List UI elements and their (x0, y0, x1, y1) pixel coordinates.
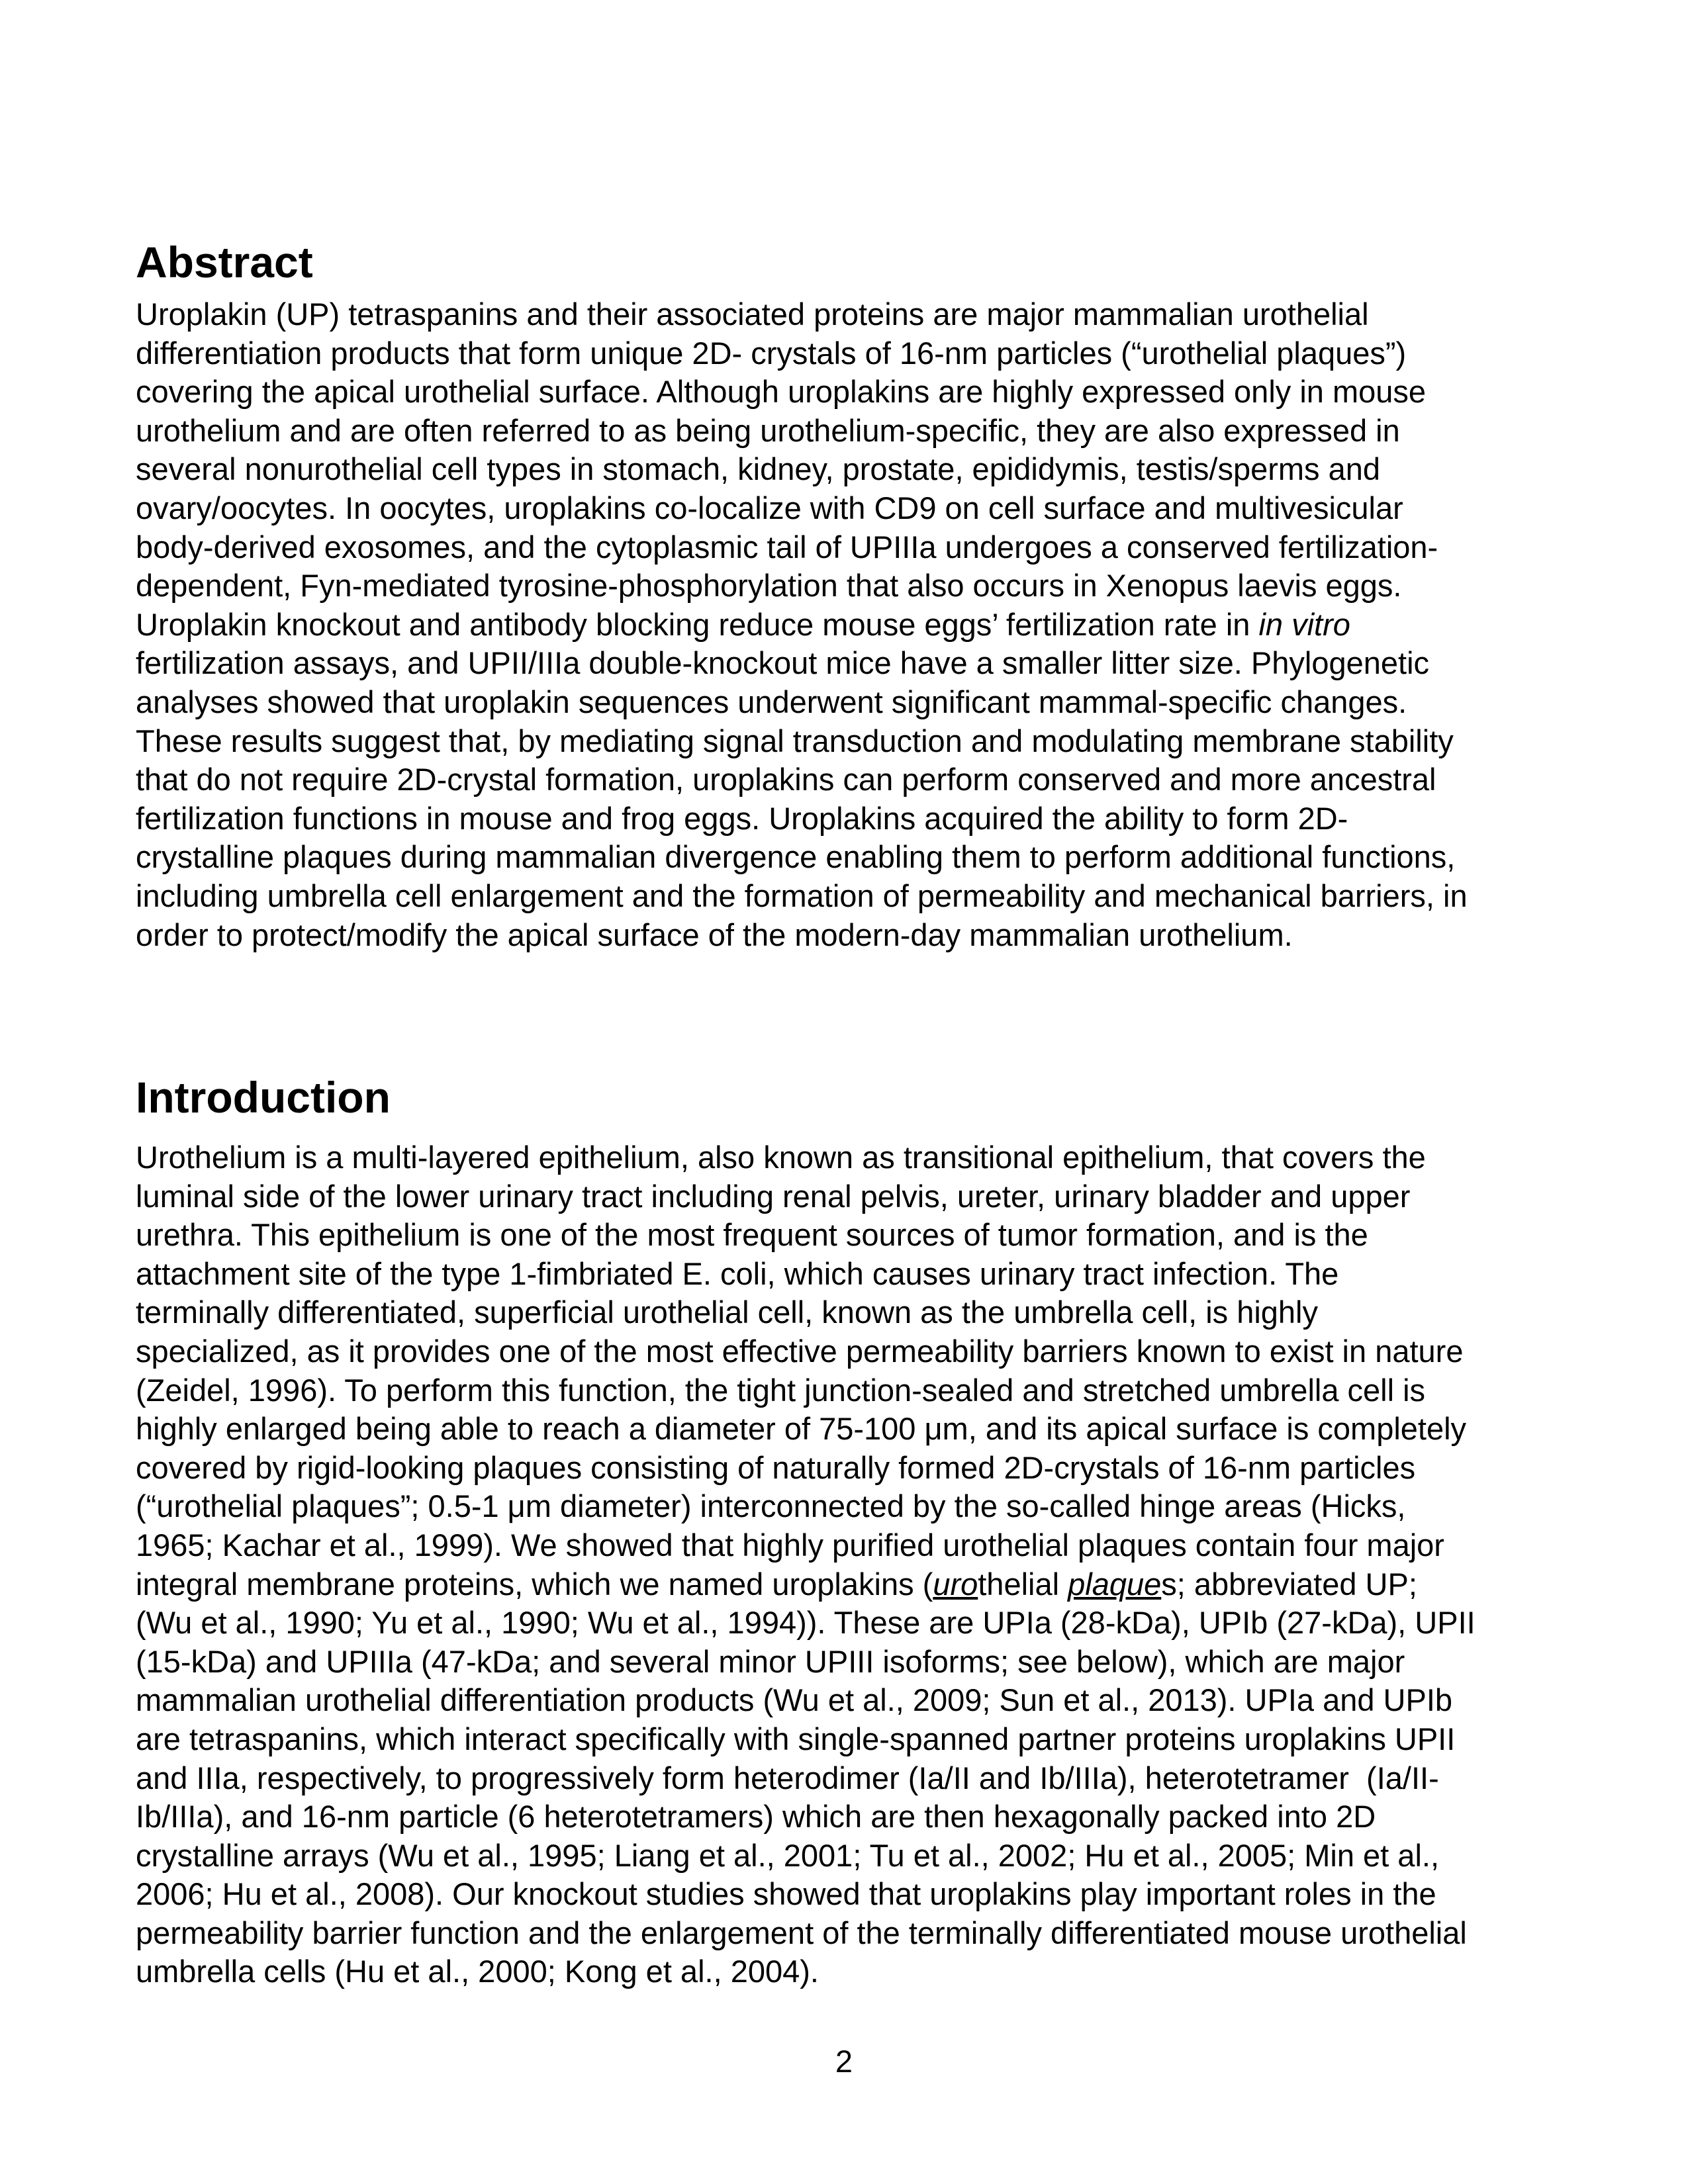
paragraph-line: 1965; Kachar et al., 1999). We showed that highly purified urothelial plaques contain four major (136, 1527, 1444, 1563)
paragraph-line: dependent, Fyn-mediated tyrosine-phosphorylation that also occurs in Xenopus laevis eggs. (136, 568, 1402, 604)
paragraph-line: urothelium and are often referred to as being urothelium-specific, they are also expressed in (136, 412, 1400, 448)
paragraph-line: specialized, as it provides one of the most effective permeability barriers known to exist in nature (136, 1333, 1464, 1369)
paragraph-line: order to protect/modify the apical surface of the modern-day mammalian urothelium. (136, 917, 1293, 952)
paragraph-line: (Wu et al., 1990; Yu et al., 1990; Wu et al., 1994)). These are UPIa (28-kDa), UPIb (27-kDa), UPII (136, 1605, 1476, 1641)
abstract-paragraph (136, 295, 1579, 954)
paragraph-line: 2006; Hu et al., 2008). Our knockout studies showed that uroplakins play important roles in the (136, 1876, 1436, 1912)
paragraph-line: body-derived exosomes, and the cytoplasmic tail of UPIIIa undergoes a conserved fertilization- (136, 529, 1438, 565)
text-segment: s; abbreviated UP; (1161, 1566, 1417, 1602)
emphasized-text: plaque (1068, 1566, 1162, 1602)
paragraph-line: permeability barrier function and the enlargement of the terminally differentiated mouse urothelial (136, 1915, 1467, 1950)
paragraph-line: covering the apical urothelial surface. Although uroplakins are highly expressed only in mouse (136, 374, 1427, 410)
paragraph-line (136, 1565, 1579, 1604)
page-number: 2 (835, 2044, 853, 2079)
paragraph-line: and IIIa, respectively, to progressively form heterodimer (Ia/II and Ib/IIIa), heterotetramer (Ia/II- (136, 1760, 1439, 1796)
paragraph-line: Uroplakin (UP) tetraspanins and their associated proteins are major mammalian urothelial (136, 296, 1369, 332)
text-segment: thelial (978, 1566, 1068, 1602)
section-heading-abstract: Abstract (136, 238, 313, 287)
paragraph-line: fertilization functions in mouse and frog eggs. Uroplakins acquired the ability to form 2D- (136, 800, 1348, 836)
paragraph-line: (Zeidel, 1996). To perform this function, the tight junction-sealed and stretched umbrella cell is (136, 1372, 1426, 1408)
paragraph-line: (15-kDa) and UPIIIa (47-kDa; and several minor UPIII isoforms; see below), which are major (136, 1643, 1405, 1679)
paragraph-line: Urothelium is a multi-layered epithelium, also known as transitional epithelium, that covers the (136, 1140, 1426, 1175)
introduction-paragraph (136, 1138, 1579, 1991)
emphasized-text: in vitro (1258, 606, 1350, 642)
paragraph-line (136, 606, 1579, 645)
paragraph-line: crystalline plaques during mammalian divergence enabling them to perform additional functions, (136, 839, 1456, 875)
paragraph-line: fertilization assays, and UPII/IIIa double-knockout mice have a smaller litter size. Phylogenetic (136, 645, 1430, 681)
paragraph-line: crystalline arrays (Wu et al., 1995; Liang et al., 2001; Tu et al., 2002; Hu et al., 2005; Min et al., (136, 1837, 1439, 1873)
paragraph-line: umbrella cells (Hu et al., 2000; Kong et al., 2004). (136, 1954, 819, 1989)
paragraph-line: terminally differentiated, superficial urothelial cell, known as the umbrella cell, is highly (136, 1295, 1318, 1330)
paragraph-line: are tetraspanins, which interact specifically with single-spanned partner proteins uroplakins UPII (136, 1721, 1456, 1756)
paragraph-line: These results suggest that, by mediating signal transduction and modulating membrane stability (136, 723, 1454, 758)
paragraph-line: attachment site of the type 1-fimbriated E. coli, which causes urinary tract infection. The (136, 1255, 1339, 1291)
paragraph-line: highly enlarged being able to reach a diameter of 75-100 μm, and its apical surface is completely (136, 1411, 1467, 1447)
paragraph-line: including umbrella cell enlargement and the formation of permeability and mechanical barriers, in (136, 878, 1468, 913)
emphasized-text: uro (933, 1566, 978, 1602)
paragraph-line: that do not require 2D-crystal formation, uroplakins can perform conserved and more ancestral (136, 762, 1436, 797)
paragraph-line: urethra. This epithelium is one of the most frequent sources of tumor formation, and is the (136, 1217, 1368, 1253)
paragraph-line: covered by rigid-looking plaques consisting of naturally formed 2D-crystals of 16-nm particles (136, 1449, 1416, 1485)
paragraph-line: Ib/IIIa), and 16-nm particle (6 heterotetramers) which are then hexagonally packed into 2D (136, 1799, 1376, 1835)
paragraph-line: analyses showed that uroplakin sequences underwent significant mammal-specific changes. (136, 684, 1407, 719)
paragraph-line: (“urothelial plaques”; 0.5-1 μm diameter) interconnected by the so-called hinge areas (Hicks, (136, 1488, 1406, 1524)
paragraph-line: ovary/oocytes. In oocytes, uroplakins co-localize with CD9 on cell surface and multivesicular (136, 490, 1403, 525)
paragraph-line: several nonurothelial cell types in stomach, kidney, prostate, epididymis, testis/sperms and (136, 451, 1381, 487)
paragraph-line: differentiation products that form unique 2D- crystals of 16-nm particles (“urothelial plaques”) (136, 335, 1407, 371)
text-segment: Uroplakin knockout and antibody blocking reduce mouse eggs’ fertilization rate in (136, 606, 1259, 642)
paragraph-line: luminal side of the lower urinary tract including renal pelvis, ureter, urinary bladder and upper (136, 1178, 1411, 1214)
section-heading-introduction: Introduction (136, 1073, 391, 1122)
paragraph-line: mammalian urothelial differentiation products (Wu et al., 2009; Sun et al., 2013). UPIa and UPIb (136, 1682, 1453, 1718)
text-segment: integral membrane proteins, which we named uroplakins ( (136, 1566, 933, 1602)
